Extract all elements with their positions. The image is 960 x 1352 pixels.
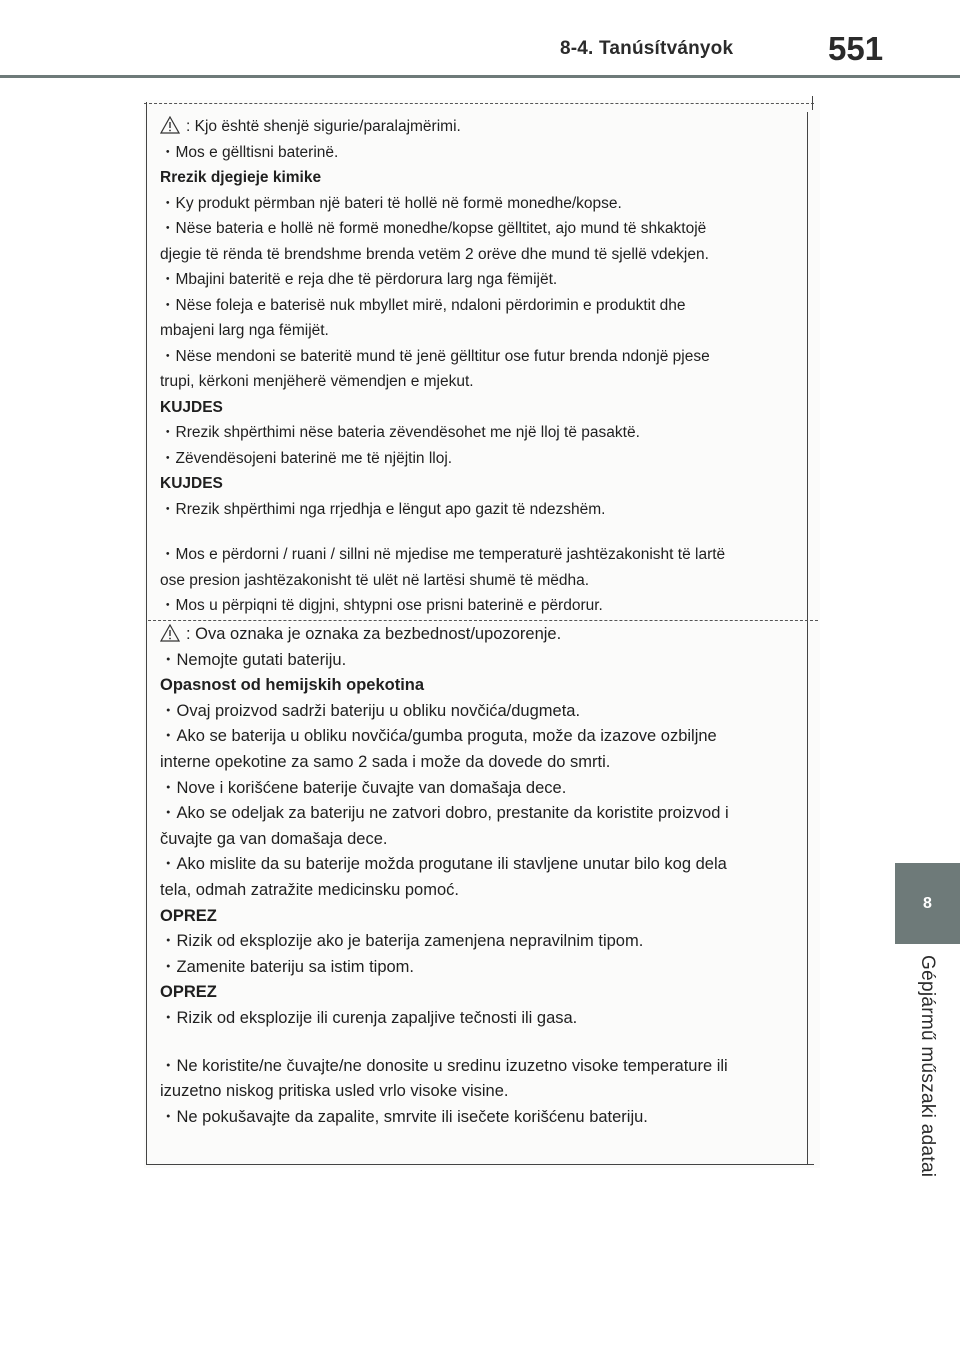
albanian-warning [160,114,800,619]
serbian-warning-text: : Ova oznaka je oznaka za bezbednost/upozorenje. [186,625,562,643]
text-line: ・Rizik od eksplozije ili curenja zapaljive tečnosti ili gasa. [160,1008,578,1027]
caution-heading: KUJDES [160,398,223,416]
text-line: ・Mbajini bateritë e reja dhe të përdorura larg nga fëmijët. [160,271,558,288]
text-line: ・Ako se baterija u obliku novčića/gumba proguta, može da izazove ozbiljne [160,727,717,746]
warning-triangle-icon [160,116,180,134]
caution-heading: OPREZ [160,906,217,925]
text-line: ・Nove i korišćene baterije čuvajte van domašaja dece. [160,778,567,797]
caution-heading: OPREZ [160,983,217,1002]
text-line: ・Zamenite bateriju sa istim tipom. [160,957,415,976]
caution-heading: KUJDES [160,475,223,492]
page-number: 551 [828,30,884,67]
text-line: tela, odmah zatražite medicinsku pomoć. [160,880,459,899]
text-line: trupi, kërkoni menjëherë vëmendjen e mjekut. [160,373,474,390]
chapter-tab [895,863,960,944]
text-line: ・Mos e gëlltisni baterinë. [160,143,339,161]
hazard-heading: Rrezik djegieje kimike [160,169,322,186]
text-line: ・Nemojte gutati bateriju. [160,650,347,669]
albanian-warning-heading [160,114,800,140]
serbian-warning [160,622,800,1130]
text-line: mbajeni larg nga fëmijët. [160,322,329,339]
text-line: ・Rrezik shpërthimi nëse bateria zëvendësohet me një lloj të pasaktë. [160,424,640,441]
bottom-border [146,1164,814,1165]
header-rule [0,75,960,78]
text-line: ・Nëse mendoni se bateritë mund të jenë gëlltitur ose futur brenda ndonjë pjese [160,347,710,365]
hazard-heading: Opasnost od hemijskih opekotina [160,676,425,695]
chapter-title: Gépjármű műszaki adatai [917,955,938,1178]
serbian-warning-heading [160,622,800,648]
warning-triangle-icon [160,624,180,642]
text-line: ・Nëse bateria e hollë në formë monedhe/kopse gëlltitet, ajo mund të shkaktojë [160,220,707,237]
text-line: ・Rrezik shpërthimi nga rrjedhja e lëngut apo gazit të ndezshëm. [160,500,606,518]
chapter-number: 8 [923,894,932,912]
text-line: ・Ovaj proizvod sadrži bateriju u obliku novčića/dugmeta. [160,701,581,720]
text-line: ・Ne pokušavajte da zapalite, smrvite ili isečete korišćenu bateriju. [160,1107,648,1126]
text-line: ・Rizik od eksplozije ako je baterija zamenjena nepravilnim tipom. [160,932,644,951]
text-line: ・Ky produkt përmban një bateri të hollë në formë monedhe/kopse. [160,194,622,212]
text-line: izuzetno niskog pritiska usled vrlo visoke visine. [160,1082,509,1101]
text-line: ose presion jashtëzakonisht të ulët në lartësi shumë të mëdha. [160,571,590,589]
albanian-warning-text: : Kjo është shenjë sigurie/paralajmërimi. [186,118,461,135]
text-line: ・Ako mislite da su baterije možda progutane ili stavljene unutar bilo kog dela [160,855,727,874]
section-title: 8-4. Tanúsítványok [560,38,734,59]
text-line: ・Nëse foleja e baterisë nuk mbyllet mirë, ndaloni përdorimin e produktit dhe [160,296,686,314]
text-line: ・Ne koristite/ne čuvajte/ne donosite u sredinu izuzetno visoke temperature ili [160,1056,728,1075]
corner-tick [812,96,813,110]
left-border [146,102,147,1164]
text-line: djegie të rënda të brendshme brenda vetëm 2 orëve dhe mund të sjellë vdekjen. [160,245,709,263]
text-line: ・Mos u përpiqni të digjni, shtypni ose prisni baterinë e përdorur. [160,597,603,614]
top-divider [144,103,814,104]
right-border [807,112,808,1164]
middle-divider [148,620,818,621]
text-line: ・Mos e përdorni / ruani / sillni në mjedise me temperaturë jashtëzakonisht të lartë [160,546,726,563]
text-line: ・Zëvendësojeni baterinë me të njëjtin lloj. [160,449,453,467]
text-line: interne opekotine za samo 2 sada i može da dovede do smrti. [160,752,611,771]
text-line: čuvajte ga van domašaja dece. [160,829,388,848]
text-line: ・Ako se odeljak za bateriju ne zatvori dobro, prestanite da koristite proizvod i [160,804,729,823]
